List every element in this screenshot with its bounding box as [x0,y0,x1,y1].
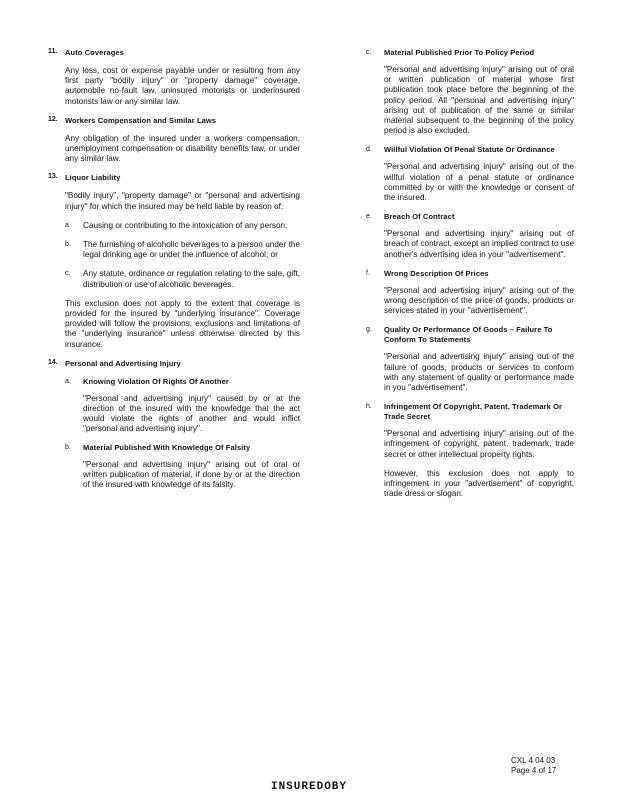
subitem-letter: c. [65,270,71,278]
subitem-title: Breach Of Contract [384,212,455,222]
subitem-letter: f. [366,269,370,277]
brand-watermark: INSUREDOBY [270,781,347,793]
item-number: 13. [48,173,58,181]
subitem-text: "Personal and advertising injury" arising out of the failure of goods, products or services to conform with any statement of quality or performance made in you "advertisement". [384,352,574,393]
subitem-letter: e. [366,213,372,221]
subitem-text: "Personal and advertising injury" arising out of the wrong description of the price of goods, products or services stated in your "advertisement". [384,285,574,316]
subitem-text: "Personal and advertising injury" caused by or at the direction of the insured with the knowledge that the act would violate the rights of another and would inflict "personal and advertising injury". [83,393,300,434]
subitem-e [366,212,574,260]
item-intro: "Bodily injury", "property damage" or "personal and advertising injury" for which the insured may be held liable by reason of: [65,191,300,211]
subitem-letter: b. [65,443,71,451]
left-column [48,48,300,498]
subitem-letter: b. [65,241,71,249]
exclusion-14 [48,359,300,490]
subitem-title: Material Published Prior To Policy Period [384,48,535,57]
item-outro: This exclusion does not apply to the extent that coverage is provided for the insured by "underlying insurance". Coverage provided will follow the provisions, exclusions and limitations of the "underlying insurance" unless otherwise directed by this insurance. [65,298,300,349]
item-text: Any loss, cost or expense payable under or resulting from any first party "bodily injury" or "property damage" coverage, automobile no-fault law, uninsured motorists or underinsured motorists law or any similar law. [65,66,300,106]
subitem-b [65,240,300,260]
subitem-title: Knowing Violation Of Rights Of Another [83,376,229,386]
exclusion-13 [48,173,300,349]
page-number: Page 4 of 17 [511,766,557,775]
subitem-title: Willful Violation Of Penal Statute Or Ordinance [384,145,555,155]
exclusion-12 [48,116,300,165]
subitem-letter: a. [65,377,71,385]
item-title: Personal and Advertising Injury [65,358,181,368]
subitem-title: Material Published With Knowledge Of Falsity [83,442,251,452]
subitem-f [366,269,574,317]
subitem-letter: a. [65,221,71,229]
subitem-text: "Personal and advertising injury" arising out of oral or written publication of material, if done by or at the direction of the insured with knowledge of its falsity. [83,459,300,490]
subitem-title: Infringement Of Copyright, Patent, Trademark Or Trade Secret [384,402,563,422]
form-footer [511,756,556,776]
subitem-title: Quality Or Performance Of Goods – Failure To Conform To Statements [384,325,553,345]
subitem-text: "Personal and advertising injury" arising out of the infringement of copyright, patent, trademark, trade secret or other intellectual property rights. [384,429,574,459]
item-title: Liquor Liability [65,173,121,183]
subitem-text: Any statute, ordinance or regulation relating to the sale, gift, distribution or use of alcoholic beverages. [83,269,300,289]
subitem-text: The furnishing of alcoholic beverages to a person under the legal drinking age or under the influence of alcohol; or [83,240,300,260]
item-number: 14. [48,358,58,366]
subitem-letter: d. [366,146,372,154]
subitem-text: "Personal and advertising injury" arising out of the willful violation of a penal statute or ordinance committed by or with the knowledge or consent of the insured. [384,162,574,203]
subitem-a [65,221,300,231]
subitem-letter: c. [366,49,372,56]
subitem-letter: h. [366,403,372,411]
exclusion-11 [48,48,300,107]
right-column [366,48,574,508]
item-number: 11. [48,48,58,55]
subitem-a [65,377,300,435]
subitem-letter: g. [366,326,372,334]
subitem-c [366,48,574,136]
subitem-text: "Personal and advertising injury" arising out of oral or written publication of material whose first publication took place before the beginning of the policy period. All "personal and advertising injury" arising out of publication of the same or similar material subsequent to the beginning of the policy period is also excluded. [384,65,574,136]
subitem-c [65,269,300,289]
form-number: CXL 4 04 03 [511,756,556,765]
subitem-title: Wrong Description Of Prices [384,268,489,278]
subitem-g [366,325,574,393]
subitem-b [65,443,300,491]
item-title: Workers Compensation and Similar Laws [65,115,217,125]
subitem-text: "Personal and advertising injury" arising out of breach of contract, except an implied contract to use another's advertising idea in your "advertisement". [384,229,574,259]
subitem-h [366,402,574,499]
subitem-d [366,145,574,203]
item-text: Any obligation of the insured under a workers compensation, unemployment compensation or disability benefits law, or under any similar law. [65,133,300,164]
item-number: 12. [48,115,58,123]
subitem-text-continued: However, this exclusion does not apply to infringement in your "advertisement" of copyright, trade dress or slogan. [384,468,574,499]
item-title: Auto Coverages [65,48,124,57]
subitem-text: Causing or contributing to the intoxication of any person; [83,220,288,230]
